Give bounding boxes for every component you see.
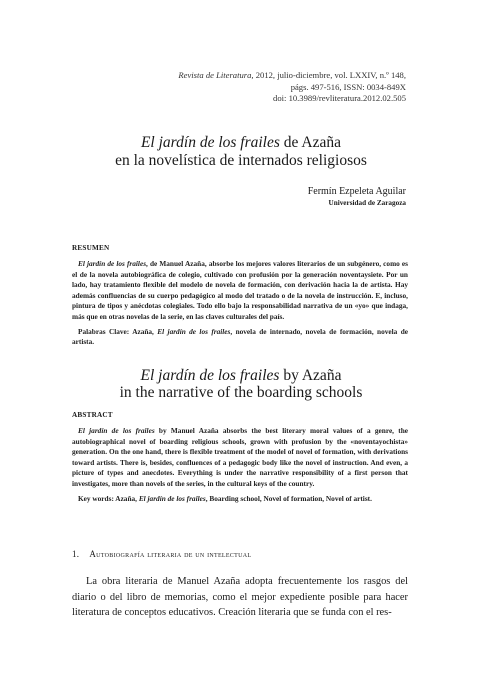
journal-doi: doi: 10.3989/revliteratura.2012.02.505 <box>273 93 406 103</box>
resumen-work-name: El jardín de los frailes <box>78 259 147 268</box>
author-block <box>308 186 406 209</box>
article-title <box>0 134 482 170</box>
keywords-work-name: El jardín de los frailes <box>157 326 231 336</box>
abstract-body: by Manuel Azaña absorbs the best literary moral values of a genre, the autobiographical novel of boarding religious schools, grown with profusion by the «noventayochista» generation. On the one hand, there is flexible treatment of the model of novel of formation, with derivations toward artists. There is, besides, confluences of a pedagogic body like the novel of instruction. And even, a picture of types and anecdotes. Everything is under the narrative responsibility of a first person that investigates, more than novels of the series, in the cultural keys of the country. <box>72 426 408 488</box>
section-number: 1. <box>72 549 80 559</box>
keywords-post: , novela de internado, novela de formación, novela de artista. <box>72 326 408 347</box>
resumen-keywords <box>72 327 408 348</box>
abstract-block <box>72 410 408 504</box>
key-words-work-name: El jardín de los frailes <box>138 493 206 503</box>
english-title-line-1 <box>0 367 482 384</box>
journal-name: Revista de Literatura, <box>178 70 254 80</box>
resumen-text <box>72 259 408 323</box>
keywords-pre: Azaña, <box>129 326 158 336</box>
section-heading <box>72 549 251 559</box>
journal-pages: págs. 497-516, ISSN: 0034-849X <box>290 81 406 92</box>
english-title-line-2: in the narrative of the boarding schools <box>119 384 363 401</box>
abstract-keywords <box>72 494 408 505</box>
author-affiliation: Universidad de Zaragoza <box>328 199 406 207</box>
english-title <box>0 367 482 401</box>
resumen-body: , de Manuel Azaña, absorbe los mejores valores literarios de un subgénero, como es el de la novela autobiográfica de colegio, cultivado con profusión por la generación noventaysiete. Por un lado, hay tratamiento flexible del modelo de novela de formación, con derivación hacia la de artista. Hay además confluencias de su cuerpo pedagógico al modo del tratado o de la novela de instrucción. E, incluso, pintura de tipos y anécdotas colegiales. Todo ello bajo la responsabilidad narrativa de un «yo» que indaga, más que en otras novelas de la serie, en las claves culturales del país. <box>72 259 408 321</box>
abstract-work-name: El jardín de los frailes <box>78 426 155 435</box>
abstract-label: ABSTRACT <box>72 411 113 419</box>
title-line-2: en la novelística de internados religiosos <box>115 152 367 169</box>
keywords-label: Palabras Clave: <box>78 326 130 336</box>
title-work-name: El jardín de los frailes <box>140 134 280 151</box>
resumen-label: RESUMEN <box>72 244 110 252</box>
journal-citation-line <box>178 70 406 82</box>
author-name: Fermín Ezpeleta Aguilar <box>307 186 406 197</box>
abstract-text <box>72 426 408 490</box>
section-title: Autobiografía literaria de un intelectual <box>89 549 252 559</box>
key-words-pre: Azaña, <box>113 493 139 503</box>
title-line-1 <box>0 134 482 152</box>
key-words-post: , Boarding school, Novel of formation, Novel of artist. <box>205 493 372 503</box>
key-words-label: Key words: <box>78 493 114 503</box>
english-title-rest: by Azaña <box>279 367 342 384</box>
title-rest: de Azaña <box>279 134 342 151</box>
journal-header <box>178 70 406 105</box>
body-text <box>72 574 408 621</box>
body-paragraph: La obra literaria de Manuel Azaña adopta frecuentemente los rasgos del diario o del libro de memorias, como el mejor expediente posible para hacer literatura de conceptos educativos. Creación literaria que se funda con el res- <box>72 576 408 618</box>
english-title-work-name: El jardín de los frailes <box>140 367 280 384</box>
resumen-block <box>72 243 408 348</box>
journal-issue: 2012, julio-diciembre, vol. LXXIV, n.º 148, <box>255 70 406 80</box>
